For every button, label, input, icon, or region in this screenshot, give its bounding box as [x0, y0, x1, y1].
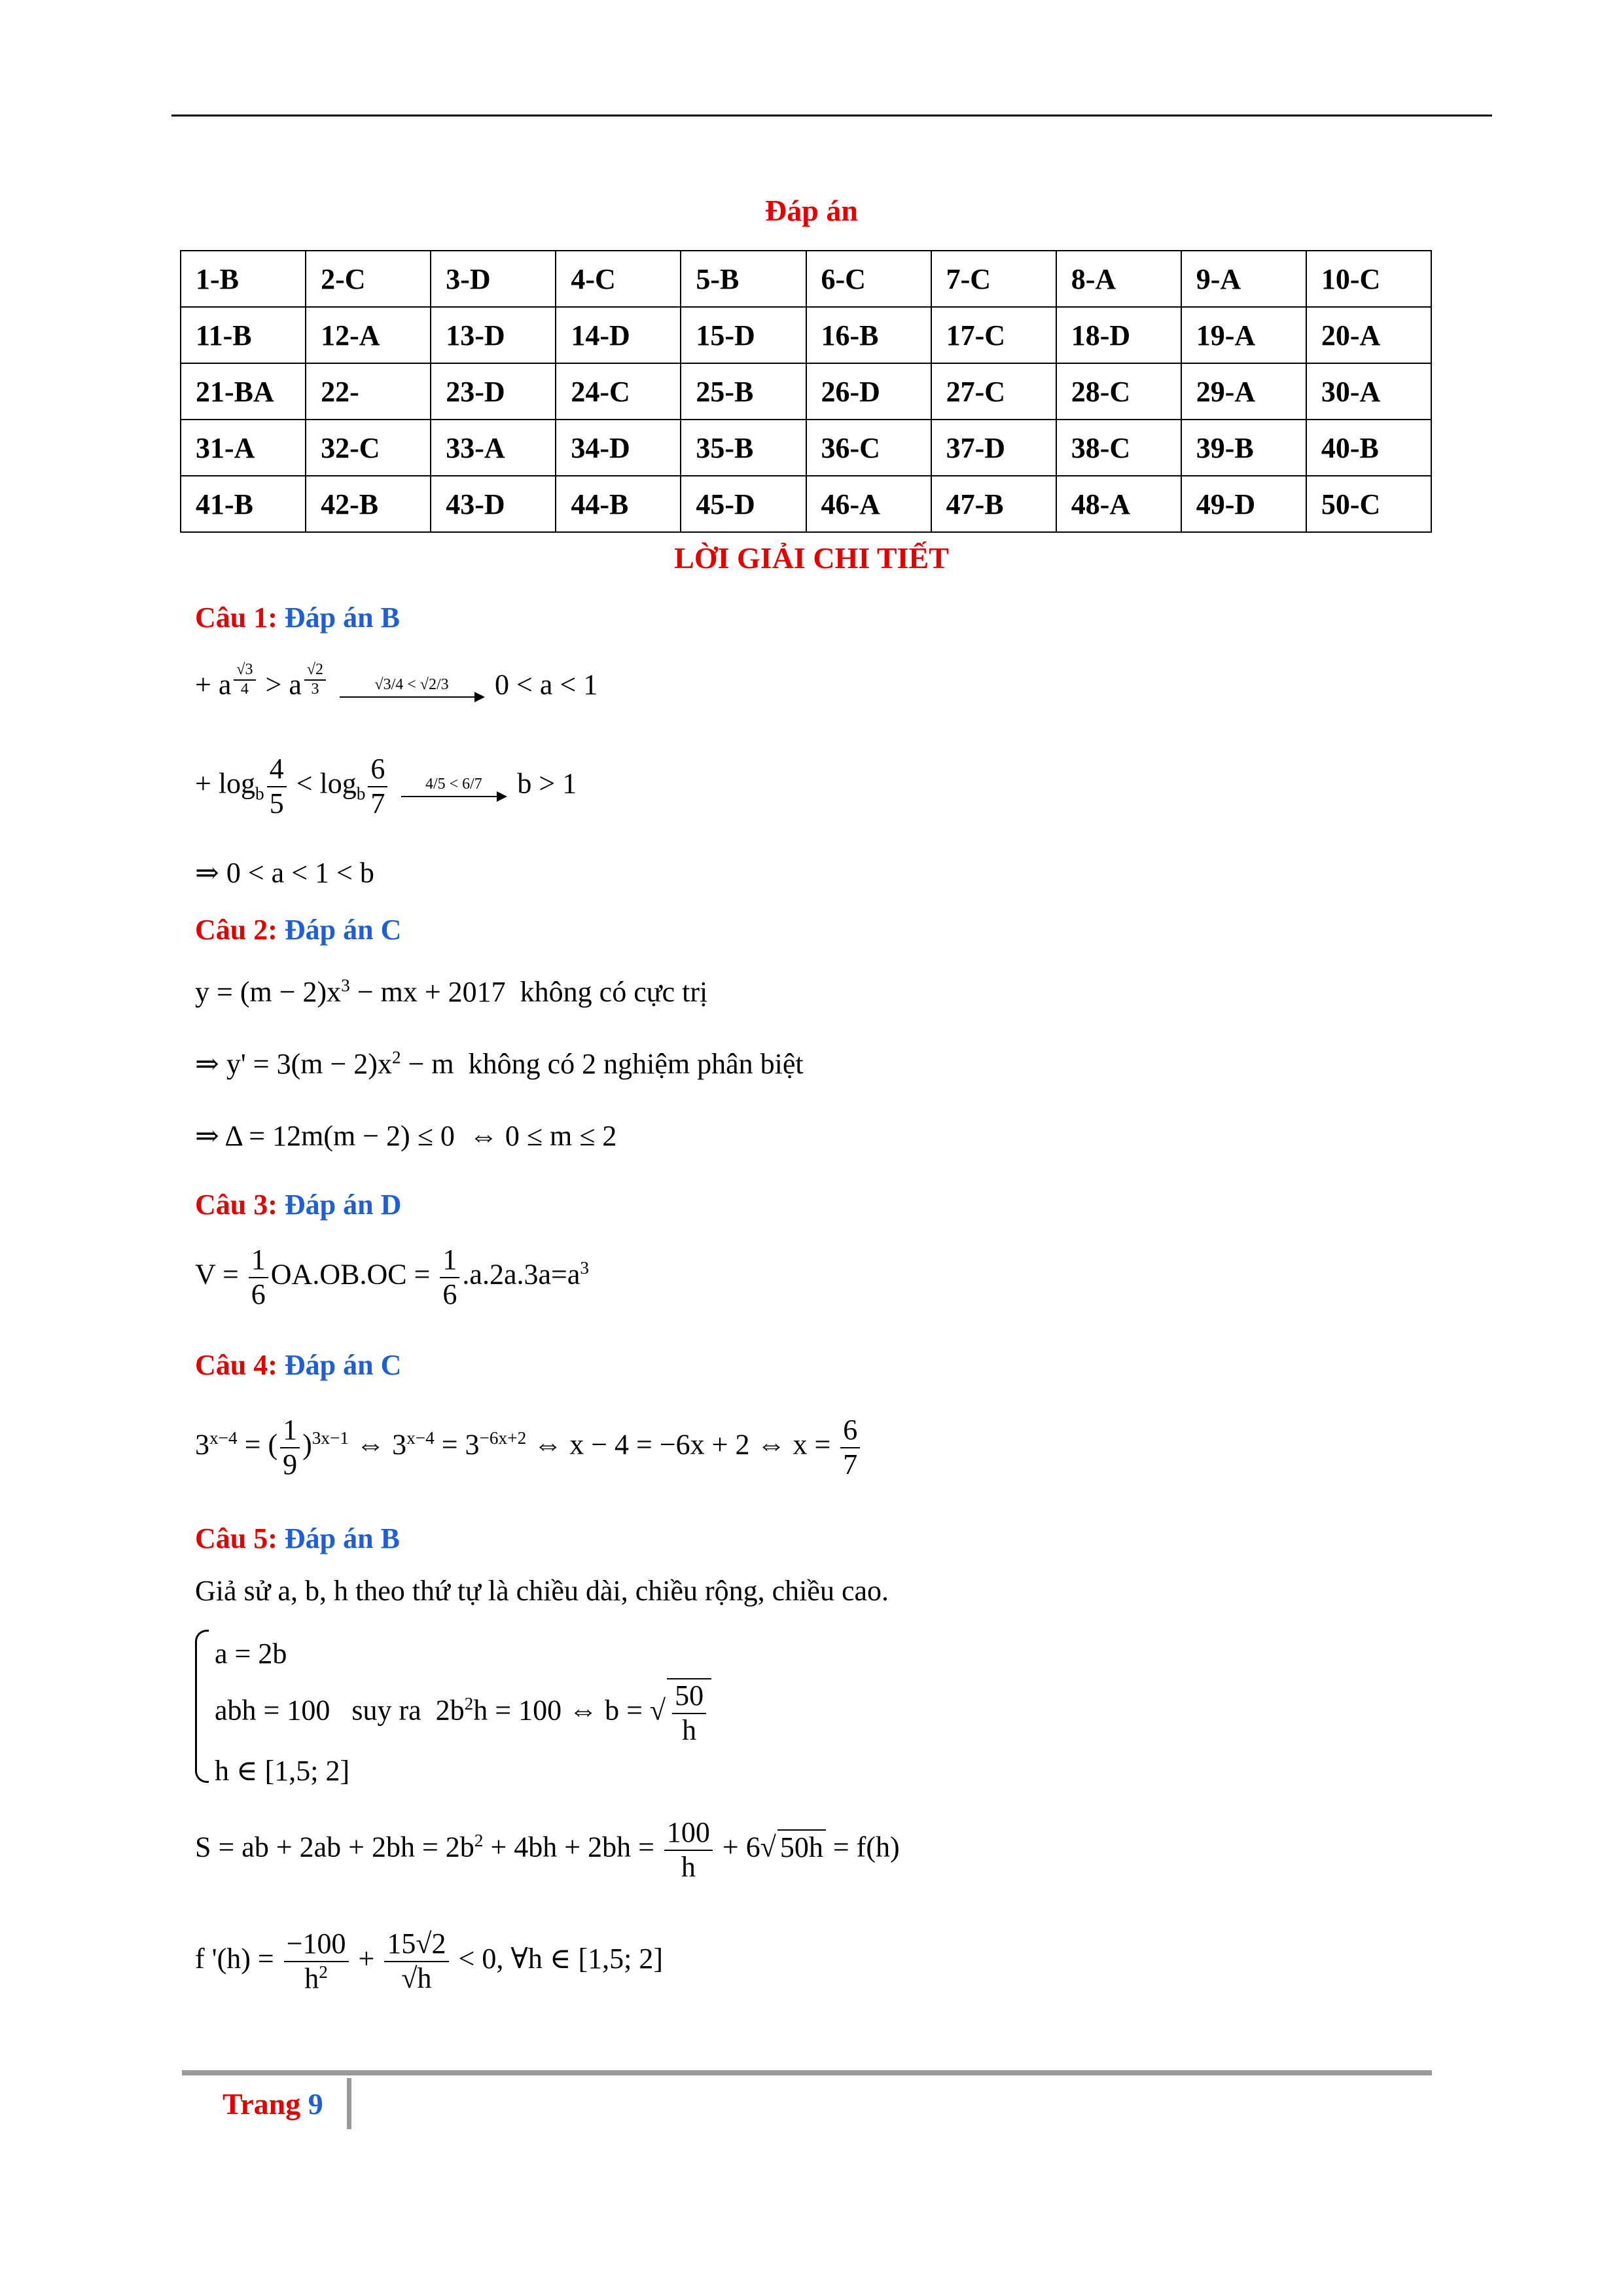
answer-cell: 15-D — [681, 307, 806, 363]
answer-cell: 6-C — [806, 251, 931, 307]
answer-cell: 20-A — [1306, 307, 1431, 363]
answer-cell: 10-C — [1306, 251, 1431, 307]
answer-cell: 12-A — [306, 307, 431, 363]
answer-cell: 50-C — [1306, 476, 1431, 532]
answer-cell: 22- — [306, 363, 431, 420]
question-3-heading: Câu 3: Đáp án D — [195, 1189, 402, 1221]
q2-line-2: ⇒ $y' = 3(m - 2)x^2 - m$ không có 2 nghiệm phân biệt — [195, 1047, 804, 1080]
answer-cell: 21-BA — [181, 363, 306, 420]
q5-line-derivative: f '(h) = $\frac{-100}{h^2}$ + $\frac{15√2}{√h}$ < 0, ∀h ∈ [1,5; 2] — [195, 1928, 663, 1995]
answer-cell: 25-B — [681, 363, 806, 420]
question-2-heading: Câu 2: Đáp án C — [195, 914, 402, 946]
answer-cell: 2-C — [306, 251, 431, 307]
answer-cell: 44-B — [556, 476, 681, 532]
brace-icon — [195, 1630, 209, 1783]
answer-cell: 29-A — [1181, 363, 1306, 420]
question-1-heading: Câu 1: Đáp án B — [195, 601, 400, 634]
footer-rule — [182, 2070, 1432, 2075]
answer-cell: 19-A — [1181, 307, 1306, 363]
answer-cell: 28-C — [1056, 363, 1181, 420]
answer-row — [181, 251, 1431, 307]
answer-row — [181, 307, 1431, 363]
answer-cell: 37-D — [931, 420, 1056, 476]
answer-cell: 40-B — [1306, 420, 1431, 476]
question-4-heading: Câu 4: Đáp án C — [195, 1349, 402, 1381]
answer-cell: 3-D — [431, 251, 556, 307]
q2-line-3: ⇒ Δ = 12m(m − 2) ≤ 0 ⇔ 0 ≤ m ≤ 2 — [195, 1120, 617, 1152]
answer-cell: 49-D — [1181, 476, 1306, 532]
q3-line-1: V = $\frac{1}{6}$ OA.OB.OC = $\frac{1}{6}$ $.a.2a.3a=a^3$ — [195, 1244, 589, 1310]
answer-cell: 5-B — [681, 251, 806, 307]
answer-cell: 7-C — [931, 251, 1056, 307]
header-rule — [171, 115, 1492, 117]
answer-cell: 33-A — [431, 420, 556, 476]
answer-cell: 4-C — [556, 251, 681, 307]
question-5-heading: Câu 5: Đáp án B — [195, 1522, 400, 1554]
q1-line-1: + a $^{\frac{√3}{4}}$ > a $^{\frac{√2}{3}}$ √3/4 < √2/3 0 < a < 1 — [195, 661, 598, 701]
q1-line-2: + $\log_b$ $\frac{4}{5}$ < $\log_b$ $\frac{6}{7}$ 4/5 < 6/7 b > 1 — [195, 753, 577, 819]
answer-row — [181, 363, 1431, 420]
answer-cell: 43-D — [431, 476, 556, 532]
answer-cell: 47-B — [931, 476, 1056, 532]
answer-cell: 11-B — [181, 307, 306, 363]
answer-cell: 26-D — [806, 363, 931, 420]
footer-divider — [347, 2078, 351, 2129]
answer-cell: 41-B — [181, 476, 306, 532]
answer-cell: 39-B — [1181, 420, 1306, 476]
answer-cell: 27-C — [931, 363, 1056, 420]
answer-cell: 48-A — [1056, 476, 1181, 532]
answer-cell: 36-C — [806, 420, 931, 476]
answer-cell: 32-C — [306, 420, 431, 476]
answer-cell: 18-D — [1056, 307, 1181, 363]
answer-cell: 38-C — [1056, 420, 1181, 476]
q2-line-1: $y = (m - 2)x^3$ − mx + 2017 không có cực trị — [195, 975, 708, 1008]
answer-cell: 46-A — [806, 476, 931, 532]
answer-cell: 31-A — [181, 420, 306, 476]
q5-intro: Giả sử a, b, h theo thứ tự là chiều dài, chiều rộng, chiều cao. — [195, 1575, 889, 1607]
answer-row — [181, 476, 1431, 532]
q5-line-s: S = ab + $2ab + 2bh = 2b^2 + 4bh + 2bh$ = $\frac{100}{h}$ + 6√ 50h = f(h) — [195, 1816, 900, 1883]
answer-cell: 13-D — [431, 307, 556, 363]
answer-cell: 34-D — [556, 420, 681, 476]
answer-cell: 9-A — [1181, 251, 1306, 307]
answer-cell: 14-D — [556, 307, 681, 363]
answer-key-title: Đáp án — [765, 194, 858, 227]
answer-cell: 8-A — [1056, 251, 1181, 307]
answer-cell: 23-D — [431, 363, 556, 420]
page-number: Trang 9 — [223, 2087, 323, 2121]
answer-cell: 35-B — [681, 420, 806, 476]
answer-cell: 42-B — [306, 476, 431, 532]
solutions-title: LỜI GIẢI CHI TIẾT — [674, 541, 949, 575]
answer-cell: 30-A — [1306, 363, 1431, 420]
answer-cell: 24-C — [556, 363, 681, 420]
answer-cell: 16-B — [806, 307, 931, 363]
answer-row — [181, 420, 1431, 476]
answer-cell: 45-D — [681, 476, 806, 532]
answer-key-table — [180, 250, 1432, 533]
answer-cell: 17-C — [931, 307, 1056, 363]
q4-line-1: $3^{x-4}$ = ( $\frac{1}{9}$ )$^{3x-1}$ ⇔ $3^{x-4} = 3^{-6x+2}$ ⇔ x − 4 = −6x + 2 ⇔ x = $\frac{6}{7}$ — [195, 1414, 863, 1481]
q1-line-3: ⇒ 0 < a < 1 < b — [195, 857, 374, 889]
answer-cell: 1-B — [181, 251, 306, 307]
